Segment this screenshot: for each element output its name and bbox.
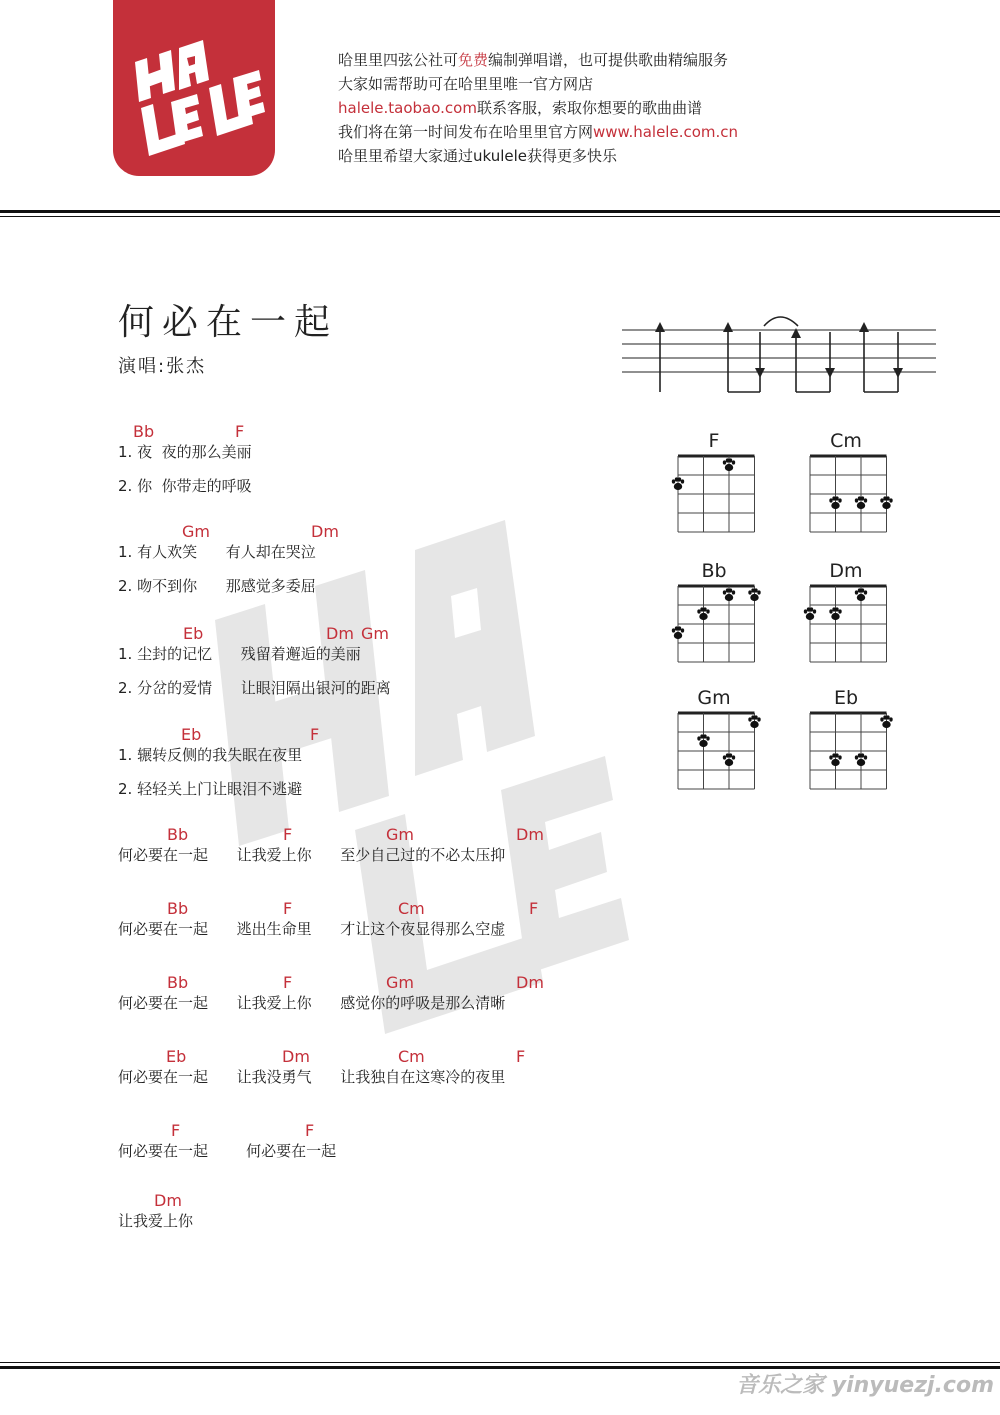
lyric-chord: Bb — [167, 973, 189, 992]
lyric-chord: F — [516, 1047, 526, 1066]
finger-paw-icon — [697, 734, 709, 747]
lyric-line: 1. 夜 夜的那么美丽 — [118, 443, 252, 461]
chord-diagram-name: F — [708, 430, 720, 452]
footer-watermark: 音乐之家 yinyuezj.com — [736, 1373, 994, 1398]
info-text: 哈里里四弦公社可 — [338, 51, 459, 69]
lyric-chord: F — [235, 422, 245, 441]
chord-diagram-name: Cm — [830, 430, 862, 452]
lyric-chord: F — [310, 725, 320, 744]
lyric-chord: Gm — [386, 825, 414, 844]
info-line — [338, 96, 738, 120]
lyric-chord: Gm — [386, 973, 414, 992]
song-singer: 演唱:张杰 — [118, 356, 207, 377]
chord-diagram-name: Eb — [833, 687, 859, 709]
header-rule-thin — [0, 216, 1000, 217]
chord-diagram-name: Bb — [701, 560, 727, 582]
lyric-chord: Bb — [167, 825, 189, 844]
finger-paw-icon — [697, 607, 709, 620]
song-title: 何必在一起 — [118, 302, 339, 343]
lyric-chord: Gm — [182, 522, 210, 541]
header-rule-thick — [0, 210, 1000, 213]
strum-pattern — [618, 312, 940, 396]
lyric-chord: Eb — [183, 624, 204, 643]
info-line — [338, 72, 738, 96]
chord-diagram-name: Gm — [697, 687, 731, 709]
lyric-chord: Dm — [326, 624, 354, 643]
lyric-chord: Gm — [361, 624, 389, 643]
info-line — [338, 144, 738, 168]
lyric-chord: Cm — [398, 899, 425, 918]
lyric-chord: Dm — [282, 1047, 310, 1066]
finger-paw-icon — [829, 753, 841, 766]
finger-paw-icon — [723, 753, 735, 766]
info-line — [338, 48, 738, 72]
info-text: 编制弹唱谱，也可提供歌曲精编服务 — [488, 51, 729, 69]
finger-paw-icon — [723, 588, 735, 601]
lyric-line: 1. 辗转反侧的我失眠在夜里 — [118, 746, 303, 764]
lyric-chord: F — [283, 825, 293, 844]
lyric-chord: F — [529, 899, 539, 918]
chord-diagram-name: Dm — [829, 560, 863, 582]
lyric-line: 2. 轻轻关上门让眼泪不逃避 — [118, 780, 303, 798]
finger-paw-icon — [880, 715, 892, 728]
lyric-chord: F — [171, 1121, 181, 1140]
lyric-line: 何必要在一起 何必要在一起 — [118, 1142, 337, 1160]
lyric-chord: Bb — [167, 899, 189, 918]
finger-paw-icon — [855, 496, 867, 509]
lyric-chord: Dm — [154, 1191, 182, 1210]
info-text: 我们将在第一时间发布在哈里里官方网 — [338, 123, 594, 141]
lyric-line: 2. 你 你带走的呼吸 — [118, 477, 252, 495]
finger-paw-icon — [723, 458, 735, 471]
lyric-line: 何必要在一起 让我爱上你 感觉你的呼吸是那么清晰 — [118, 994, 506, 1012]
info-text: 联系客服，索取你想要的歌曲曲谱 — [476, 99, 702, 117]
finger-paw-icon — [855, 588, 867, 601]
lyric-chord: Dm — [516, 973, 544, 992]
lyric-chord: Dm — [311, 522, 339, 541]
info-highlight[interactable]: 免费 — [458, 51, 489, 69]
finger-paw-icon — [672, 626, 684, 639]
info-text: 哈里里希望大家通过ukulele获得更多快乐 — [338, 147, 618, 165]
lyric-line: 何必要在一起 让我没勇气 让我独自在这寒冷的夜里 — [118, 1068, 506, 1086]
lyric-chord: F — [283, 899, 293, 918]
finger-paw-icon — [829, 496, 841, 509]
finger-paw-icon — [829, 607, 841, 620]
info-block — [338, 48, 738, 168]
lyric-chord: F — [283, 973, 293, 992]
finger-paw-icon — [672, 477, 684, 490]
footer-rule-thin — [0, 1362, 1000, 1363]
finger-paw-icon — [855, 753, 867, 766]
finger-paw-icon — [748, 715, 760, 728]
lyric-line: 2. 吻不到你 那感觉多委屈 — [118, 577, 316, 595]
lyric-chord: Eb — [181, 725, 202, 744]
halele-logo-icon — [113, 0, 275, 176]
lyric-chord: F — [305, 1121, 315, 1140]
finger-paw-icon — [748, 588, 760, 601]
info-highlight[interactable]: www.halele.com.cn — [593, 123, 739, 141]
lyric-line: 1. 尘封的记忆 残留着邂逅的美丽 — [118, 645, 361, 663]
lyric-line: 何必要在一起 逃出生命里 才让这个夜显得那么空虚 — [118, 920, 506, 938]
finger-paw-icon — [804, 607, 816, 620]
info-highlight[interactable]: halele.taobao.com — [338, 99, 477, 117]
lyric-chord: Eb — [166, 1047, 187, 1066]
lyric-chord: Cm — [398, 1047, 425, 1066]
halele-logo — [113, 0, 275, 176]
lyric-line: 让我爱上你 — [118, 1212, 194, 1230]
info-text: 大家如需帮助可在哈里里唯一官方网店 — [338, 75, 594, 93]
info-line — [338, 120, 738, 144]
lyric-line: 何必要在一起 让我爱上你 至少自己过的不必太压抑 — [118, 846, 506, 864]
lyric-chord: Dm — [516, 825, 544, 844]
finger-paw-icon — [880, 496, 892, 509]
lyric-line: 1. 有人欢笑 有人却在哭泣 — [118, 543, 316, 561]
lyric-line: 2. 分岔的爱情 让眼泪隔出银河的距离 — [118, 679, 391, 697]
lyric-chord: Bb — [133, 422, 155, 441]
